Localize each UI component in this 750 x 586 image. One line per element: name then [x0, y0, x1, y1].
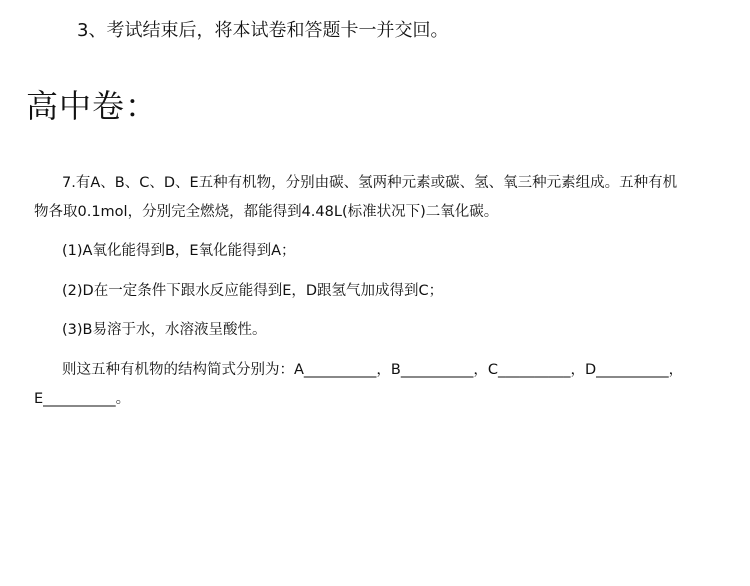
question-condition-1: (1)A氧化能得到B，E氧化能得到A；	[62, 243, 296, 259]
question-stem-line-2: 物各取0.1mol，分别完全燃烧，都能得到4.48L(标准状况下)二氧化碳。	[34, 204, 499, 220]
answer-prompt-line-1: 则这五种有机物的结构简式分别为：A__________，B__________，C__________，D__________，	[62, 362, 684, 378]
question-condition-2: (2)D在一定条件下跟水反应能得到E，D跟氢气加成得到C；	[62, 283, 444, 299]
question-condition-3: (3)B易溶于水，水溶液呈酸性。	[62, 322, 267, 338]
exam-instruction-3: 3、考试结束后，将本试卷和答题卡一并交回。	[77, 20, 449, 41]
question-stem-line-1: 7.有A、B、C、D、E五种有机物，分别由碳、氢两种元素或碳、氢、氧三种元素组成。五种有机	[62, 175, 678, 191]
answer-prompt-line-2: E__________。	[34, 391, 131, 407]
section-title: 高中卷：	[26, 87, 159, 125]
